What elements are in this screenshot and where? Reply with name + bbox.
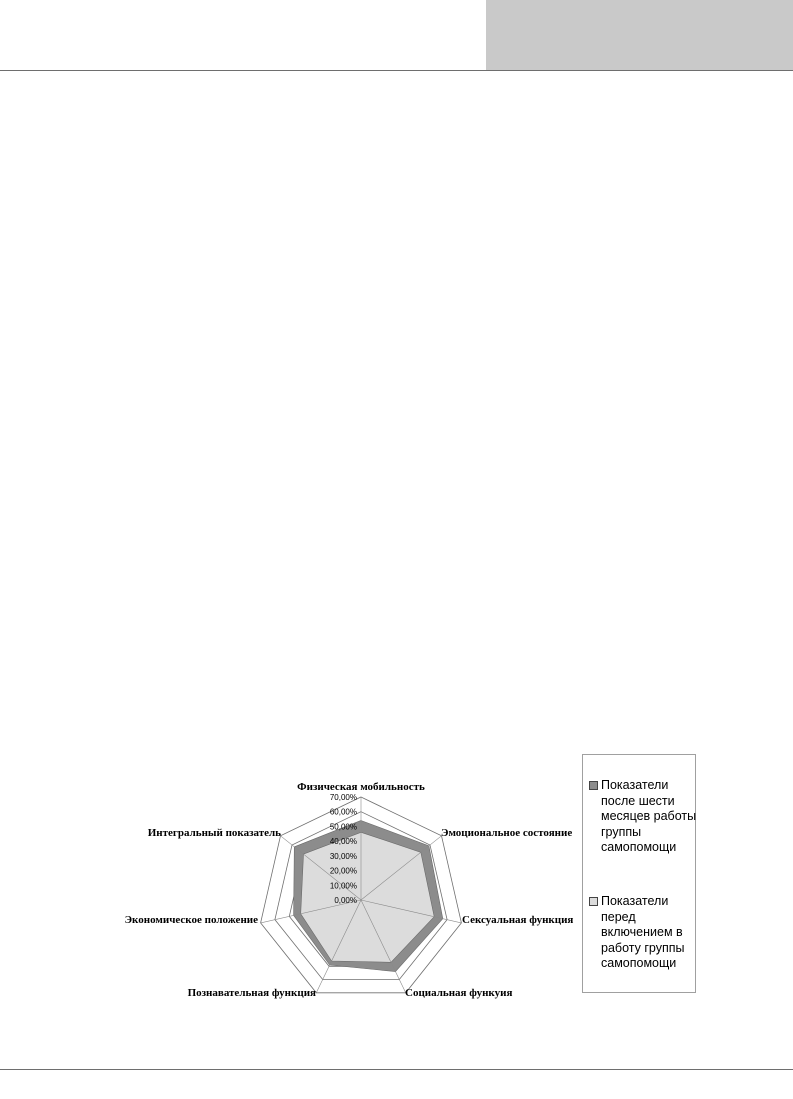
category-label: Эмоциональное состояние [441, 827, 573, 839]
category-label: Познавательная функция [187, 987, 316, 999]
category-label: Интегральный показатель [147, 827, 281, 839]
legend-swatch-before [589, 897, 598, 906]
category-label: Физическая мобильность [297, 781, 425, 793]
tick-label: 30,00% [329, 851, 357, 861]
tick-label: 0,00% [334, 896, 357, 905]
legend-item-before [589, 894, 697, 972]
legend-label-before: Показатели перед включением в работу группы самопомощи [601, 894, 685, 970]
legend-item-after [589, 778, 697, 856]
category-label: Экономическое положение [124, 914, 258, 926]
radar-series [294, 821, 443, 972]
tick-label: 10,00% [329, 881, 357, 891]
tick-label: 70,00% [329, 793, 357, 802]
tick-label: 40,00% [329, 837, 357, 847]
tick-label: 50,00% [329, 822, 357, 832]
category-label: Социальная функуия [405, 987, 513, 999]
category-label: Сексуальная функция [462, 914, 574, 926]
footer-rule [0, 1069, 793, 1070]
tick-label: 60,00% [329, 807, 357, 817]
legend-label-after: Показатели после шести месяцев работы группы самопомощи [601, 778, 697, 854]
legend-swatch-after [589, 781, 598, 790]
tick-label: 20,00% [329, 866, 357, 876]
chart-legend [582, 754, 696, 993]
